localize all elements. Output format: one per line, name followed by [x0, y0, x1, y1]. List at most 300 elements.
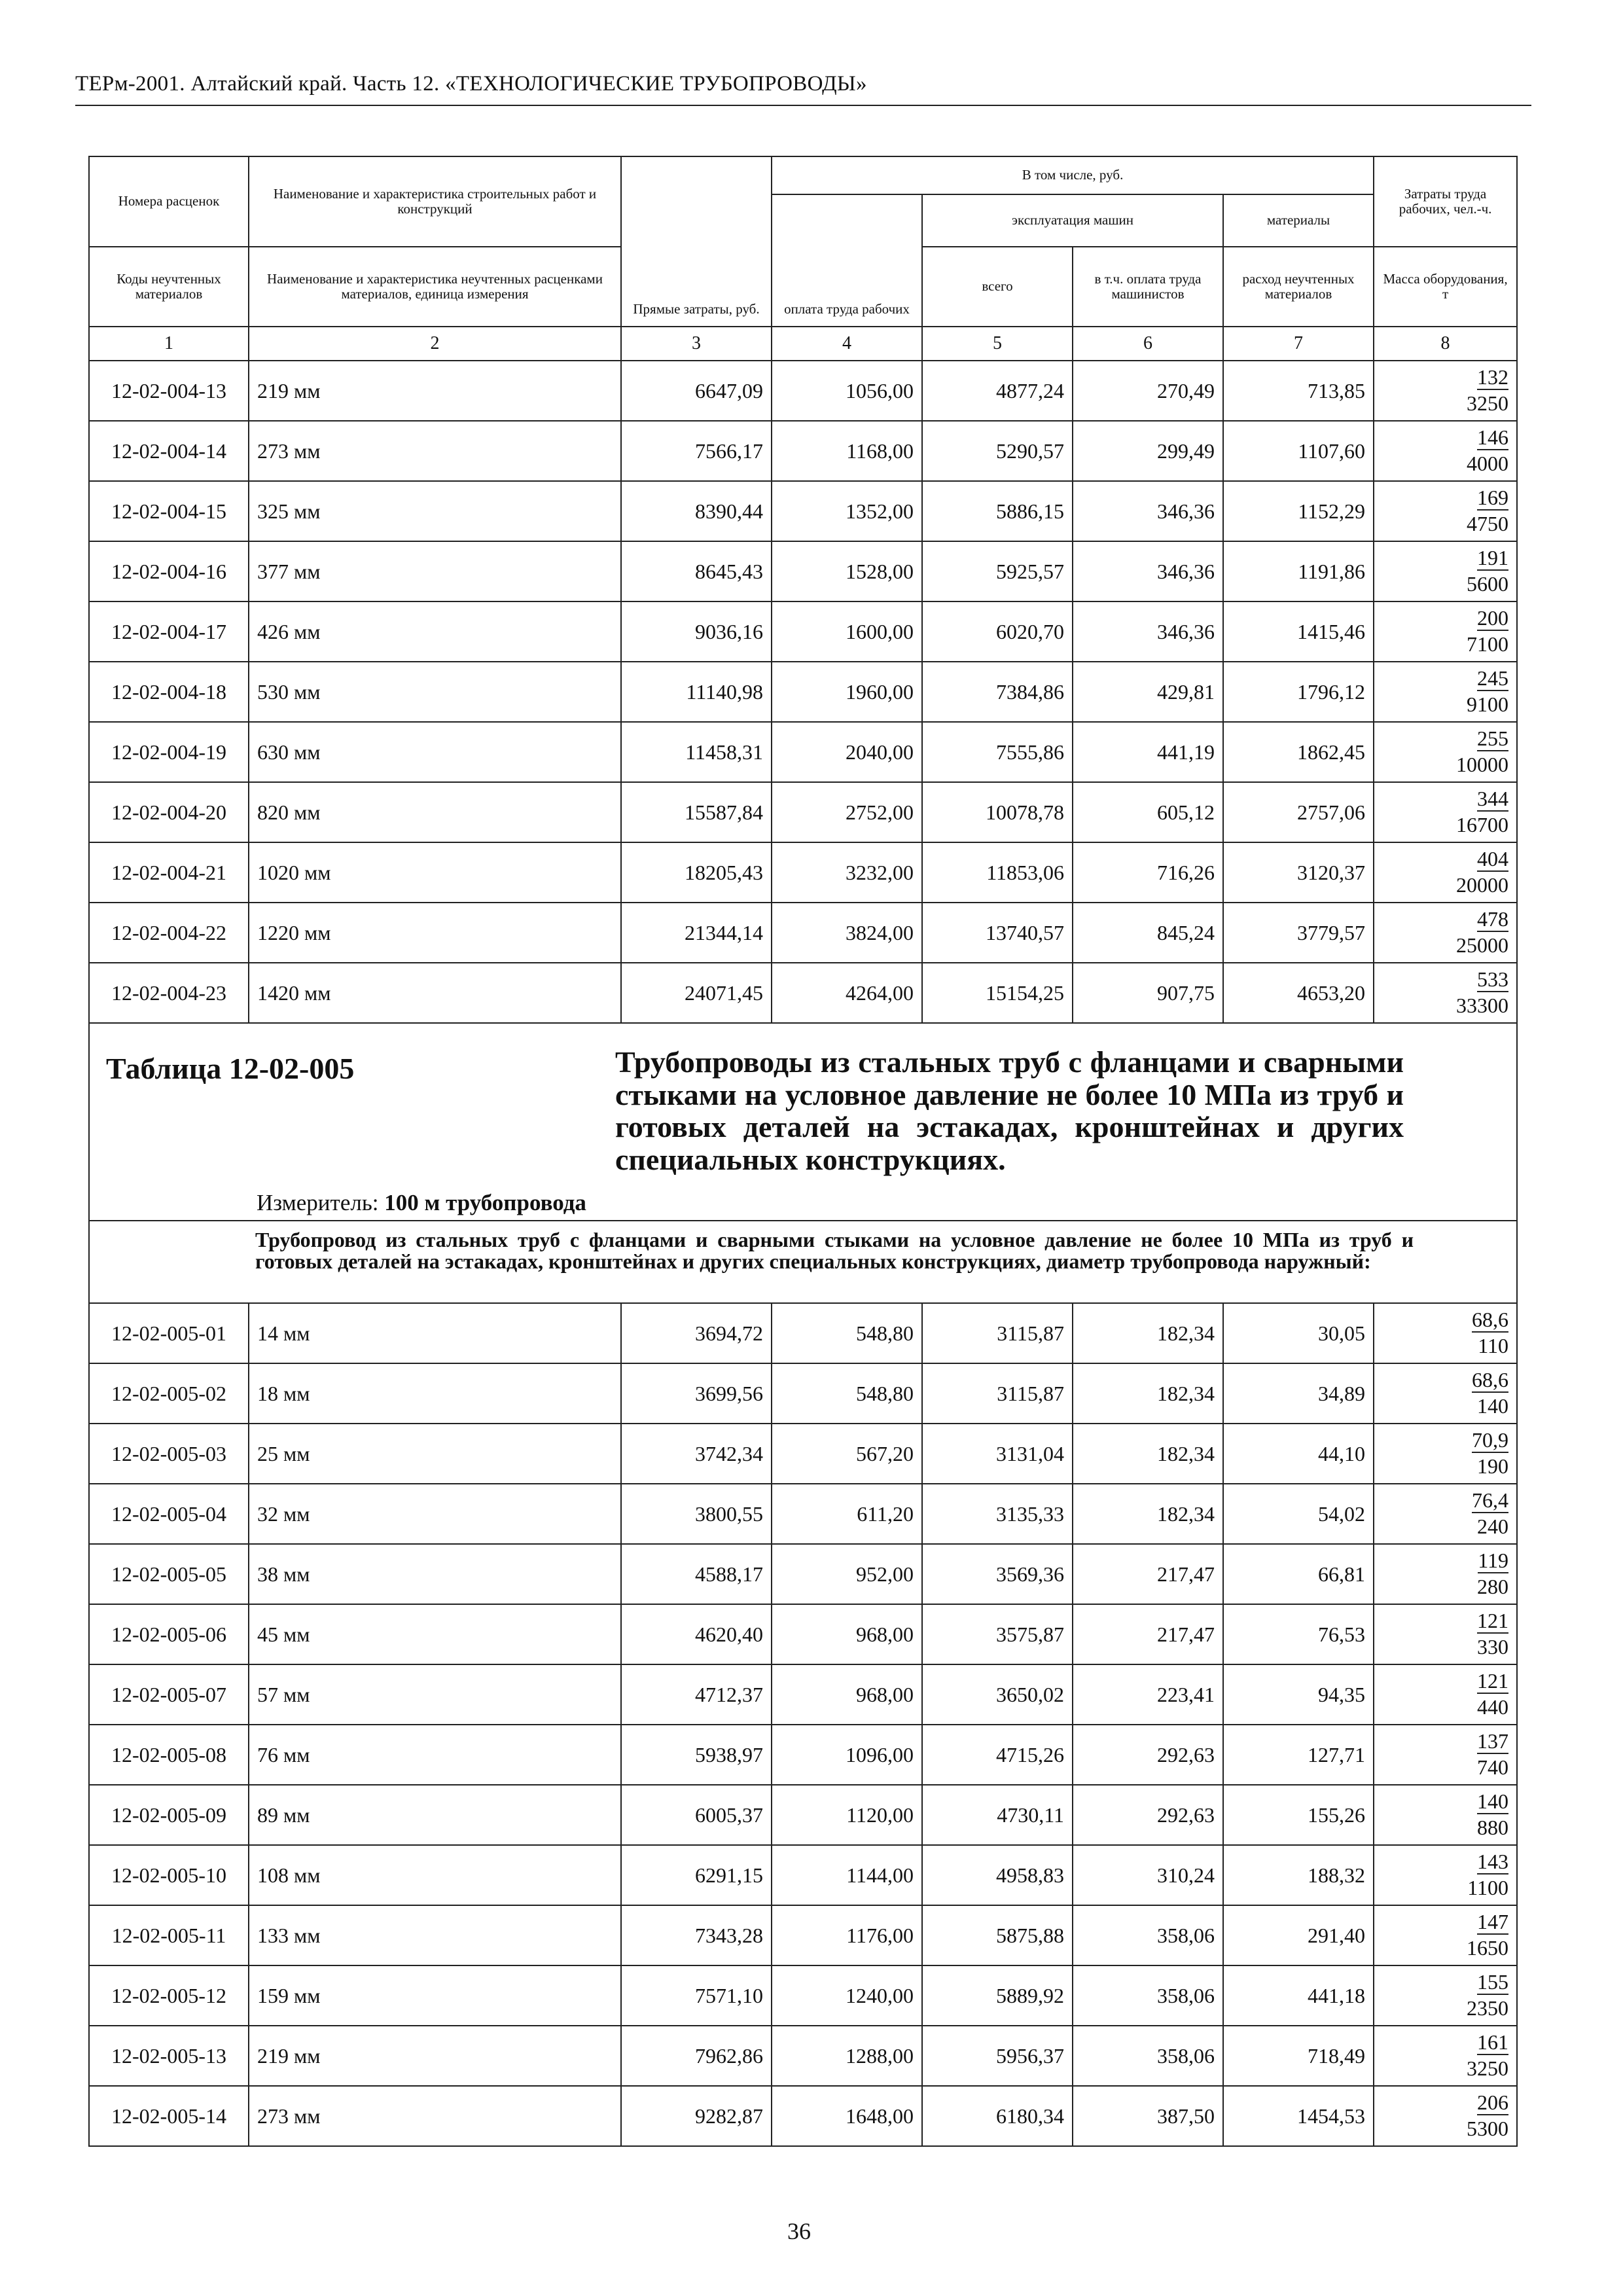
cell-mach: 5886,15 [922, 481, 1073, 541]
table-heading-row [89, 1023, 1517, 1221]
cell-mach: 7384,86 [922, 662, 1073, 722]
cell-name: 273 мм [249, 2086, 621, 2146]
cell-labor-mass [1374, 2026, 1517, 2086]
cell-code: 12-02-004-14 [89, 421, 249, 481]
table-row [89, 963, 1517, 1023]
labor-mass-fraction [1472, 1490, 1508, 1537]
cell-mach: 3650,02 [922, 1664, 1073, 1725]
labor-mass-fraction [1467, 547, 1508, 594]
cell-labor-mass [1374, 782, 1517, 842]
cell-mat: 1454,53 [1223, 2086, 1374, 2146]
cell-mat: 3120,37 [1223, 842, 1374, 903]
cell-pay: 1096,00 [772, 1725, 922, 1785]
labor-mass-fraction [1472, 1429, 1508, 1477]
table-row [89, 481, 1517, 541]
cell-name: 530 мм [249, 662, 621, 722]
cell-mat: 34,89 [1223, 1363, 1374, 1424]
labor-value: 245 [1477, 666, 1509, 690]
col-including-rub: В том числе, руб. [772, 156, 1374, 194]
mass-value: 10000 [1456, 752, 1509, 776]
cell-mach_pay: 310,24 [1073, 1845, 1223, 1905]
cell-mach: 3115,87 [922, 1363, 1073, 1424]
cell-mat: 3779,57 [1223, 903, 1374, 963]
cell-code: 12-02-004-20 [89, 782, 249, 842]
labor-value: 143 [1477, 1849, 1509, 1873]
col-number: 3 [621, 327, 772, 361]
table-row [89, 903, 1517, 963]
table-row [89, 1604, 1517, 1664]
table-row [89, 541, 1517, 601]
cell-name: 426 мм [249, 601, 621, 662]
col-number: 1 [89, 327, 249, 361]
cell-labor-mass [1374, 1664, 1517, 1725]
cell-code: 12-02-004-18 [89, 662, 249, 722]
cell-mat: 291,40 [1223, 1905, 1374, 1965]
table-caption: Таблица 12-02-005 [106, 1052, 355, 1085]
cell-mat: 94,35 [1223, 1664, 1374, 1725]
cell-mach_pay: 270,49 [1073, 361, 1223, 421]
cell-mach: 5956,37 [922, 2026, 1073, 2086]
cell-labor-mass [1374, 1785, 1517, 1845]
cell-mach: 5925,57 [922, 541, 1073, 601]
cell-mat: 54,02 [1223, 1484, 1374, 1544]
mass-value: 3250 [1467, 2056, 1509, 2080]
labor-mass-fraction [1456, 848, 1508, 895]
col-total: всего [922, 247, 1073, 327]
cell-pay: 1960,00 [772, 662, 922, 722]
page-number: 36 [787, 2218, 811, 2244]
col-number: 4 [772, 327, 922, 361]
cell-code: 12-02-004-13 [89, 361, 249, 421]
running-header: ТЕРм-2001. Алтайский край. Часть 12. «ТЕХНОЛОГИЧЕСКИЕ ТРУБОПРОВОДЫ» [75, 72, 867, 96]
cell-direct: 4712,37 [621, 1664, 772, 1725]
labor-value: 140 [1477, 1789, 1509, 1813]
cell-pay: 1144,00 [772, 1845, 922, 1905]
cell-labor-mass [1374, 1845, 1517, 1905]
cell-mach: 5875,88 [922, 1905, 1073, 1965]
cell-code: 12-02-004-19 [89, 722, 249, 782]
cell-mach: 4730,11 [922, 1785, 1073, 1845]
col-machinist-pay: в т.ч. оплата труда машинистов [1073, 247, 1223, 327]
labor-value: 68,6 [1472, 1307, 1509, 1331]
cell-pay: 1528,00 [772, 541, 922, 601]
table-body [89, 156, 1517, 2146]
cell-code: 12-02-005-04 [89, 1484, 249, 1544]
mass-value: 4750 [1467, 511, 1509, 535]
cell-direct: 7343,28 [621, 1905, 772, 1965]
cell-mach_pay: 292,63 [1073, 1785, 1223, 1845]
labor-value: 121 [1477, 1608, 1509, 1632]
cell-mat: 76,53 [1223, 1604, 1374, 1664]
col-worker-pay: оплата труда рабочих [772, 194, 922, 327]
cell-pay: 2752,00 [772, 782, 922, 842]
mass-value: 33300 [1456, 993, 1509, 1017]
cell-mach: 6020,70 [922, 601, 1073, 662]
cell-code: 12-02-005-11 [89, 1905, 249, 1965]
table-row [89, 361, 1517, 421]
cell-mach_pay: 182,34 [1073, 1484, 1223, 1544]
cell-mach_pay: 346,36 [1073, 601, 1223, 662]
labor-value: 146 [1477, 425, 1509, 449]
labor-mass-fraction [1456, 728, 1508, 775]
unit-label: Измеритель: [257, 1190, 379, 1215]
cell-labor-mass [1374, 481, 1517, 541]
cell-pay: 3824,00 [772, 903, 922, 963]
cell-mach: 3569,36 [922, 1544, 1073, 1604]
cell-mach_pay: 217,47 [1073, 1544, 1223, 1604]
cell-direct: 18205,43 [621, 842, 772, 903]
cell-mach_pay: 358,06 [1073, 2026, 1223, 2086]
unit-line [257, 1190, 586, 1216]
labor-value: 200 [1477, 605, 1509, 630]
cell-direct: 3699,56 [621, 1363, 772, 1424]
table-row [89, 1905, 1517, 1965]
table-row [89, 662, 1517, 722]
labor-mass-fraction [1467, 427, 1508, 474]
cell-mat: 1107,60 [1223, 421, 1374, 481]
mass-value: 190 [1477, 1454, 1509, 1478]
cell-direct: 6005,37 [621, 1785, 772, 1845]
labor-value: 155 [1477, 1969, 1509, 1994]
header-row-1 [89, 156, 1517, 194]
cell-pay: 1600,00 [772, 601, 922, 662]
cell-mach_pay: 907,75 [1073, 963, 1223, 1023]
col-equipment-mass: Масса оборудования, т [1374, 247, 1517, 327]
cell-pay: 1352,00 [772, 481, 922, 541]
cell-code: 12-02-005-07 [89, 1664, 249, 1725]
labor-mass-fraction [1467, 668, 1508, 715]
cell-name: 219 мм [249, 361, 621, 421]
table-row [89, 1664, 1517, 1725]
cell-direct: 6647,09 [621, 361, 772, 421]
cell-labor-mass [1374, 1363, 1517, 1424]
cell-mat: 1415,46 [1223, 601, 1374, 662]
cell-name: 1420 мм [249, 963, 621, 1023]
cell-pay: 1056,00 [772, 361, 922, 421]
cell-labor-mass [1374, 963, 1517, 1023]
cell-labor-mass [1374, 1484, 1517, 1544]
cell-code: 12-02-004-23 [89, 963, 249, 1023]
cell-mach_pay: 358,06 [1073, 1905, 1223, 1965]
cell-mat: 1191,86 [1223, 541, 1374, 601]
cell-mach: 7555,86 [922, 722, 1073, 782]
labor-mass-fraction [1472, 1369, 1508, 1416]
labor-mass-fraction [1477, 1731, 1508, 1778]
cell-code: 12-02-005-05 [89, 1544, 249, 1604]
cell-direct: 7571,10 [621, 1965, 772, 2026]
labor-value: 206 [1477, 2090, 1509, 2114]
labor-mass-fraction [1467, 487, 1508, 534]
group-caption-row [89, 1221, 1517, 1303]
cell-mat: 1796,12 [1223, 662, 1374, 722]
header-rule [75, 105, 1531, 106]
cell-code: 12-02-004-17 [89, 601, 249, 662]
cell-direct: 24071,45 [621, 963, 772, 1023]
cell-name: 18 мм [249, 1363, 621, 1424]
labor-value: 137 [1477, 1729, 1509, 1753]
cell-mach_pay: 441,19 [1073, 722, 1223, 782]
cell-mach_pay: 182,34 [1073, 1303, 1223, 1363]
mass-value: 25000 [1456, 933, 1509, 957]
table-row [89, 1845, 1517, 1905]
cell-mach_pay: 429,81 [1073, 662, 1223, 722]
cell-mach: 4877,24 [922, 361, 1073, 421]
cell-direct: 15587,84 [621, 782, 772, 842]
mass-value: 110 [1478, 1333, 1509, 1357]
table-row [89, 842, 1517, 903]
cell-name: 159 мм [249, 1965, 621, 2026]
table-row [89, 2086, 1517, 2146]
col-unrecorded-codes: Коды неучтенных материалов [89, 247, 249, 327]
cell-pay: 548,80 [772, 1363, 922, 1424]
cell-name: 1020 мм [249, 842, 621, 903]
cell-direct: 7962,86 [621, 2026, 772, 2086]
cell-mach_pay: 346,36 [1073, 541, 1223, 601]
rates-table [88, 156, 1518, 2147]
cell-mat: 1152,29 [1223, 481, 1374, 541]
cell-pay: 968,00 [772, 1604, 922, 1664]
cell-mat: 155,26 [1223, 1785, 1374, 1845]
cell-pay: 1648,00 [772, 2086, 922, 2146]
cell-name: 377 мм [249, 541, 621, 601]
cell-mat: 718,49 [1223, 2026, 1374, 2086]
cell-mach: 3115,87 [922, 1303, 1073, 1363]
table-row [89, 421, 1517, 481]
labor-mass-fraction [1477, 1791, 1508, 1838]
cell-mach: 6180,34 [922, 2086, 1073, 2146]
cell-pay: 3232,00 [772, 842, 922, 903]
labor-value: 404 [1477, 846, 1509, 870]
cell-code: 12-02-005-14 [89, 2086, 249, 2146]
cell-direct: 9036,16 [621, 601, 772, 662]
cell-direct: 7566,17 [621, 421, 772, 481]
cell-code: 12-02-005-13 [89, 2026, 249, 2086]
col-number: 2 [249, 327, 621, 361]
cell-code: 12-02-005-12 [89, 1965, 249, 2026]
labor-mass-fraction [1472, 1309, 1508, 1356]
cell-labor-mass [1374, 903, 1517, 963]
mass-value: 4000 [1467, 451, 1509, 475]
mass-value: 880 [1477, 1815, 1509, 1839]
mass-value: 440 [1477, 1695, 1509, 1719]
cell-pay: 952,00 [772, 1544, 922, 1604]
cell-direct: 8390,44 [621, 481, 772, 541]
cell-mach: 4958,83 [922, 1845, 1073, 1905]
cell-code: 12-02-005-08 [89, 1725, 249, 1785]
labor-mass-fraction [1467, 1911, 1508, 1958]
cell-mat: 66,81 [1223, 1544, 1374, 1604]
cell-mach_pay: 387,50 [1073, 2086, 1223, 2146]
labor-value: 68,6 [1472, 1367, 1509, 1391]
labor-mass-fraction [1477, 1550, 1508, 1597]
labor-mass-fraction [1467, 2092, 1508, 2139]
labor-value: 70,9 [1472, 1427, 1509, 1452]
cell-name: 25 мм [249, 1424, 621, 1484]
mass-value: 140 [1477, 1393, 1509, 1418]
cell-mat: 4653,20 [1223, 963, 1374, 1023]
cell-name: 273 мм [249, 421, 621, 481]
cell-mach: 3131,04 [922, 1424, 1073, 1484]
cell-mach_pay: 716,26 [1073, 842, 1223, 903]
cell-name: 133 мм [249, 1905, 621, 1965]
cell-code: 12-02-005-02 [89, 1363, 249, 1424]
col-number: 6 [1073, 327, 1223, 361]
cell-mat: 30,05 [1223, 1303, 1374, 1363]
col-unrecorded-consumption: расход неучтенных материалов [1223, 247, 1374, 327]
cell-labor-mass [1374, 842, 1517, 903]
labor-value: 533 [1477, 967, 1509, 991]
cell-mach: 5889,92 [922, 1965, 1073, 2026]
table-heading [89, 1023, 1517, 1221]
cell-mach: 3575,87 [922, 1604, 1073, 1664]
cell-labor-mass [1374, 1965, 1517, 2026]
col-unrecorded-names: Наименование и характеристика неучтенных расценками материалов, единица измерения [249, 247, 621, 327]
labor-mass-fraction [1456, 908, 1508, 956]
table-row [89, 1965, 1517, 2026]
cell-mach_pay: 182,34 [1073, 1363, 1223, 1424]
cell-direct: 21344,14 [621, 903, 772, 963]
cell-mach_pay: 299,49 [1073, 421, 1223, 481]
cell-direct: 9282,87 [621, 2086, 772, 2146]
cell-labor-mass [1374, 601, 1517, 662]
labor-value: 76,4 [1472, 1488, 1509, 1512]
table-row [89, 1424, 1517, 1484]
cell-labor-mass [1374, 1604, 1517, 1664]
col-number: 8 [1374, 327, 1517, 361]
cell-labor-mass [1374, 1544, 1517, 1604]
cell-labor-mass [1374, 421, 1517, 481]
cell-code: 12-02-004-21 [89, 842, 249, 903]
cell-mach_pay: 605,12 [1073, 782, 1223, 842]
column-numbers-row [89, 327, 1517, 361]
cell-mach: 13740,57 [922, 903, 1073, 963]
cell-name: 219 мм [249, 2026, 621, 2086]
cell-pay: 567,20 [772, 1424, 922, 1484]
cell-direct: 4588,17 [621, 1544, 772, 1604]
cell-code: 12-02-005-06 [89, 1604, 249, 1664]
cell-mach: 3135,33 [922, 1484, 1073, 1544]
mass-value: 20000 [1456, 872, 1509, 897]
mass-value: 5300 [1467, 2116, 1509, 2140]
unit-value: 100 м трубопровода [384, 1190, 586, 1215]
cell-mach_pay: 358,06 [1073, 1965, 1223, 2026]
cell-code: 12-02-004-15 [89, 481, 249, 541]
cell-mat: 441,18 [1223, 1965, 1374, 2026]
cell-mach_pay: 845,24 [1073, 903, 1223, 963]
cell-name: 45 мм [249, 1604, 621, 1664]
cell-pay: 2040,00 [772, 722, 922, 782]
cell-pay: 968,00 [772, 1664, 922, 1725]
cell-code: 12-02-005-03 [89, 1424, 249, 1484]
cell-mach: 11853,06 [922, 842, 1073, 903]
cell-mat: 1862,45 [1223, 722, 1374, 782]
cell-mat: 44,10 [1223, 1424, 1374, 1484]
table-row [89, 1544, 1517, 1604]
cell-code: 12-02-005-01 [89, 1303, 249, 1363]
group-caption [89, 1221, 1517, 1303]
labor-mass-fraction [1477, 1610, 1508, 1657]
col-labor-cost: Затраты труда рабочих, чел.-ч. [1374, 156, 1517, 247]
mass-value: 7100 [1467, 632, 1509, 656]
labor-mass-fraction [1477, 1670, 1508, 1717]
cell-labor-mass [1374, 722, 1517, 782]
mass-value: 280 [1477, 1574, 1509, 1598]
table-row [89, 782, 1517, 842]
cell-code: 12-02-004-16 [89, 541, 249, 601]
cell-code: 12-02-005-10 [89, 1845, 249, 1905]
mass-value: 3250 [1467, 391, 1509, 415]
mass-value: 5600 [1467, 571, 1509, 596]
col-machine-operation: эксплуатация машин [922, 194, 1223, 247]
cell-code: 12-02-004-22 [89, 903, 249, 963]
mass-value: 16700 [1456, 812, 1509, 836]
mass-value: 740 [1477, 1755, 1509, 1779]
cell-name: 32 мм [249, 1484, 621, 1544]
cell-mat: 188,32 [1223, 1845, 1374, 1905]
cell-name: 325 мм [249, 481, 621, 541]
labor-mass-fraction [1456, 788, 1508, 835]
cell-pay: 1176,00 [772, 1905, 922, 1965]
labor-value: 132 [1477, 365, 1509, 389]
cell-direct: 4620,40 [621, 1604, 772, 1664]
cell-labor-mass [1374, 662, 1517, 722]
labor-value: 255 [1477, 726, 1509, 750]
cell-mach_pay: 346,36 [1073, 481, 1223, 541]
mass-value: 2350 [1467, 1996, 1509, 2020]
table-row [89, 1725, 1517, 1785]
cell-direct: 11458,31 [621, 722, 772, 782]
cell-pay: 1288,00 [772, 2026, 922, 2086]
cell-pay: 611,20 [772, 1484, 922, 1544]
cell-code: 12-02-005-09 [89, 1785, 249, 1845]
col-rates-number: Номера расценок [89, 156, 249, 247]
col-number: 7 [1223, 327, 1374, 361]
table-row [89, 722, 1517, 782]
cell-mach: 4715,26 [922, 1725, 1073, 1785]
cell-direct: 3694,72 [621, 1303, 772, 1363]
table-row [89, 1484, 1517, 1544]
cell-labor-mass [1374, 1725, 1517, 1785]
labor-mass-fraction [1456, 969, 1508, 1016]
table-row [89, 1303, 1517, 1363]
table-title: Трубопроводы из стальных труб с фланцами и сварными стыками на условное давление не более 10 МПа из труб и готовых деталей на эстакадах, кронштейнах и других специальных конструкциях. [615, 1045, 1404, 1177]
cell-name: 57 мм [249, 1664, 621, 1725]
cell-direct: 6291,15 [621, 1845, 772, 1905]
mass-value: 9100 [1467, 692, 1509, 716]
cell-mach: 10078,78 [922, 782, 1073, 842]
cell-mat: 2757,06 [1223, 782, 1374, 842]
cell-direct: 5938,97 [621, 1725, 772, 1785]
cell-mach_pay: 292,63 [1073, 1725, 1223, 1785]
col-direct-costs: Прямые затраты, руб. [621, 156, 772, 327]
cell-name: 820 мм [249, 782, 621, 842]
cell-mat: 713,85 [1223, 361, 1374, 421]
cell-name: 14 мм [249, 1303, 621, 1363]
col-number: 5 [922, 327, 1073, 361]
cell-name: 630 мм [249, 722, 621, 782]
cell-pay: 1240,00 [772, 1965, 922, 2026]
labor-mass-fraction [1467, 1851, 1508, 1898]
cell-name: 76 мм [249, 1725, 621, 1785]
mass-value: 330 [1477, 1634, 1509, 1659]
col-materials: материалы [1223, 194, 1374, 247]
cell-name: 1220 мм [249, 903, 621, 963]
table-row [89, 1363, 1517, 1424]
mass-value: 240 [1477, 1514, 1509, 1538]
table-row [89, 2026, 1517, 2086]
cell-direct: 11140,98 [621, 662, 772, 722]
table-row [89, 1785, 1517, 1845]
